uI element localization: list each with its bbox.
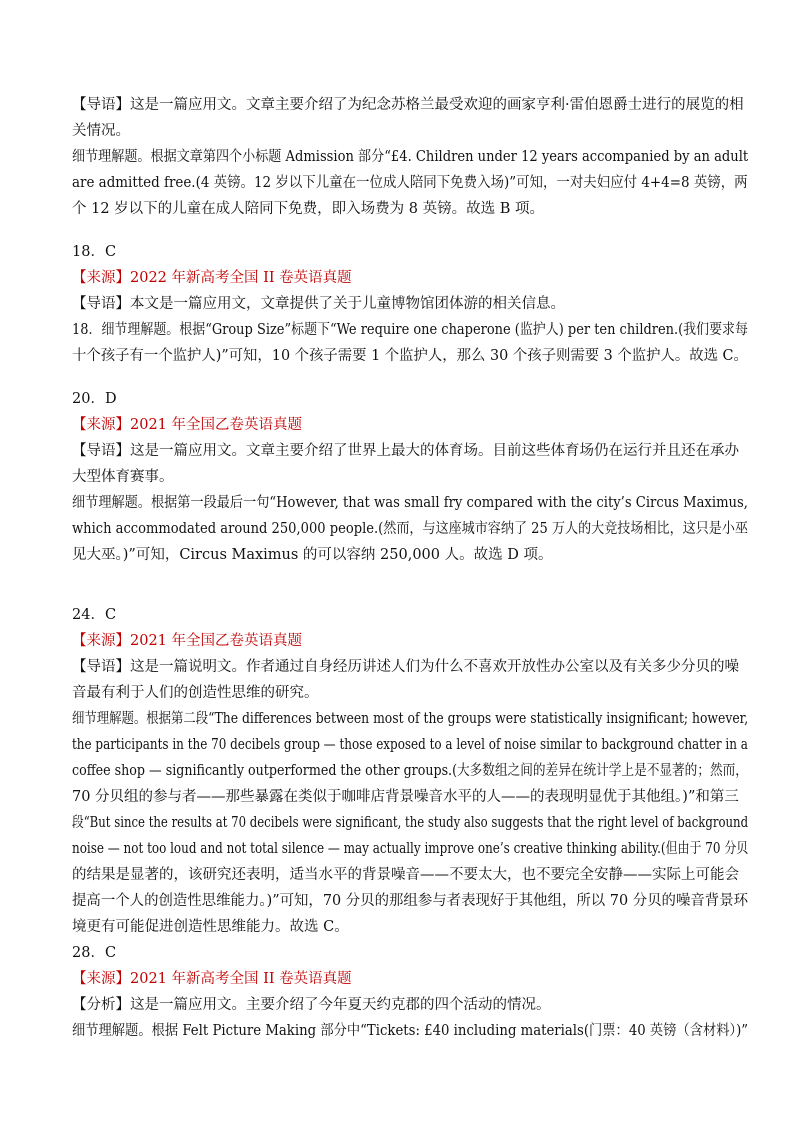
analysis-line: coffee shop — significantly outperformed the other groups.(大多数组之间的差异在统计学上是不显著的；然而，: [72, 763, 748, 779]
analysis-line: 提高一个人的创造性思维能力。)”可知，70 分贝的那组参与者表现好于其他组，所以 70 分贝的噪音背景环: [72, 893, 749, 909]
analysis-line: 十个孩子有一个监护人)”可知，10 个孩子需要 1 个监护人，那么 30 个孩子则需要 3 个监护人。故选 C。: [72, 348, 748, 364]
analysis-line: are admitted free.(4 英镑。12 岁以下儿童在一位成人陪同下免费入场)”可知，一对夫妇应付 4+4=8 英镑，两: [72, 175, 748, 191]
intro-line: 大型体育赛事。: [72, 469, 174, 485]
intro-line: 【分析】这是一篇应用文。主要介绍了今年夏天约克郡的四个活动的情况。: [72, 997, 551, 1013]
analysis-line: 见大巫。)”可知，Circus Maximus 的可以容纳 250,000 人。故选 D 项。: [72, 547, 553, 563]
answer-heading-24: 24．C: [72, 607, 117, 623]
intro-line: 【导语】这是一篇应用文。文章主要介绍了世界上最大的体育场。目前这些体育场仍在运行并且还在承办: [72, 443, 739, 459]
intro-line: 关情况。: [72, 123, 130, 139]
answer-heading-18: 18．C: [72, 244, 117, 260]
intro-line: 【导语】这是一篇应用文。文章主要介绍了为纪念苏格兰最受欢迎的画家亨利·雷伯恩爵士进行的展览的相: [72, 97, 744, 113]
source-line: 【来源】2021 年全国乙卷英语真题: [72, 633, 303, 649]
analysis-line: 段“But since the results at 70 decibels were significant, the study also suggests that the right level of background: [72, 815, 749, 831]
analysis-line: 细节理解题。根据第一段最后一句“However, that was small fry compared with the city’s Circus Maximus,: [72, 495, 748, 511]
source-line: 【来源】2021 年新高考全国 II 卷英语真题: [72, 971, 352, 987]
analysis-line: 的结果是显著的，该研究还表明，适当水平的背景噪音——不要太大，也不要完全安静——实际上可能会: [72, 867, 739, 883]
source-line: 【来源】2021 年全国乙卷英语真题: [72, 417, 303, 433]
intro-line: 音最有利于人们的创造性思维的研究。: [72, 685, 319, 701]
source-line: 【来源】2022 年新高考全国 II 卷英语真题: [72, 270, 352, 286]
analysis-line: 细节理解题。根据第二段“The differences between most of the groups were statistically insignificant; however,: [72, 711, 749, 727]
analysis-line: which accommodated around 250,000 people.(然而，与这座城市容纳了 25 万人的大竞技场相比，这只是小巫: [72, 521, 748, 537]
analysis-line: 细节理解题。根据文章第四个小标题 Admission 部分“£4. Children under 12 years accompanied by an adult: [72, 149, 749, 165]
analysis-line: the participants in the 70 decibels group — those exposed to a level of noise similar to background chatter in a: [72, 737, 748, 753]
intro-line: 【导语】本文是一篇应用文，文章提供了关于儿童博物馆团体游的相关信息。: [72, 296, 565, 312]
answer-heading-28: 28．C: [72, 945, 117, 961]
analysis-line: 个 12 岁以下的儿童在成人陪同下免费，即入场费为 8 英镑。故选 B 项。: [72, 201, 544, 217]
intro-line: 【导语】这是一篇说明文。作者通过自身经历讲述人们为什么不喜欢开放性办公室以及有关多少分贝的噪: [72, 659, 739, 675]
analysis-line: 70 分贝组的参与者——那些暴露在类似于咖啡店背景噪音水平的人——的表现明显优于其他组。)”和第三: [72, 789, 739, 805]
analysis-line: 细节理解题。根据 Felt Picture Making 部分中“Tickets: £40 including materials(门票：40 英镑（含材料）)”: [72, 1023, 749, 1039]
analysis-line: 境更有可能促进创造性思维能力。故选 C。: [72, 919, 349, 935]
answer-heading-20: 20．D: [72, 391, 117, 407]
analysis-line: 18．细节理解题。根据“Group Size”标题下“We require one chaperone (监护人) per ten children.(我们要求每: [72, 322, 748, 338]
analysis-line: noise — not too loud and not total silence — may actually improve one’s creative thinking ability.(但由于 70 分贝: [72, 841, 749, 857]
